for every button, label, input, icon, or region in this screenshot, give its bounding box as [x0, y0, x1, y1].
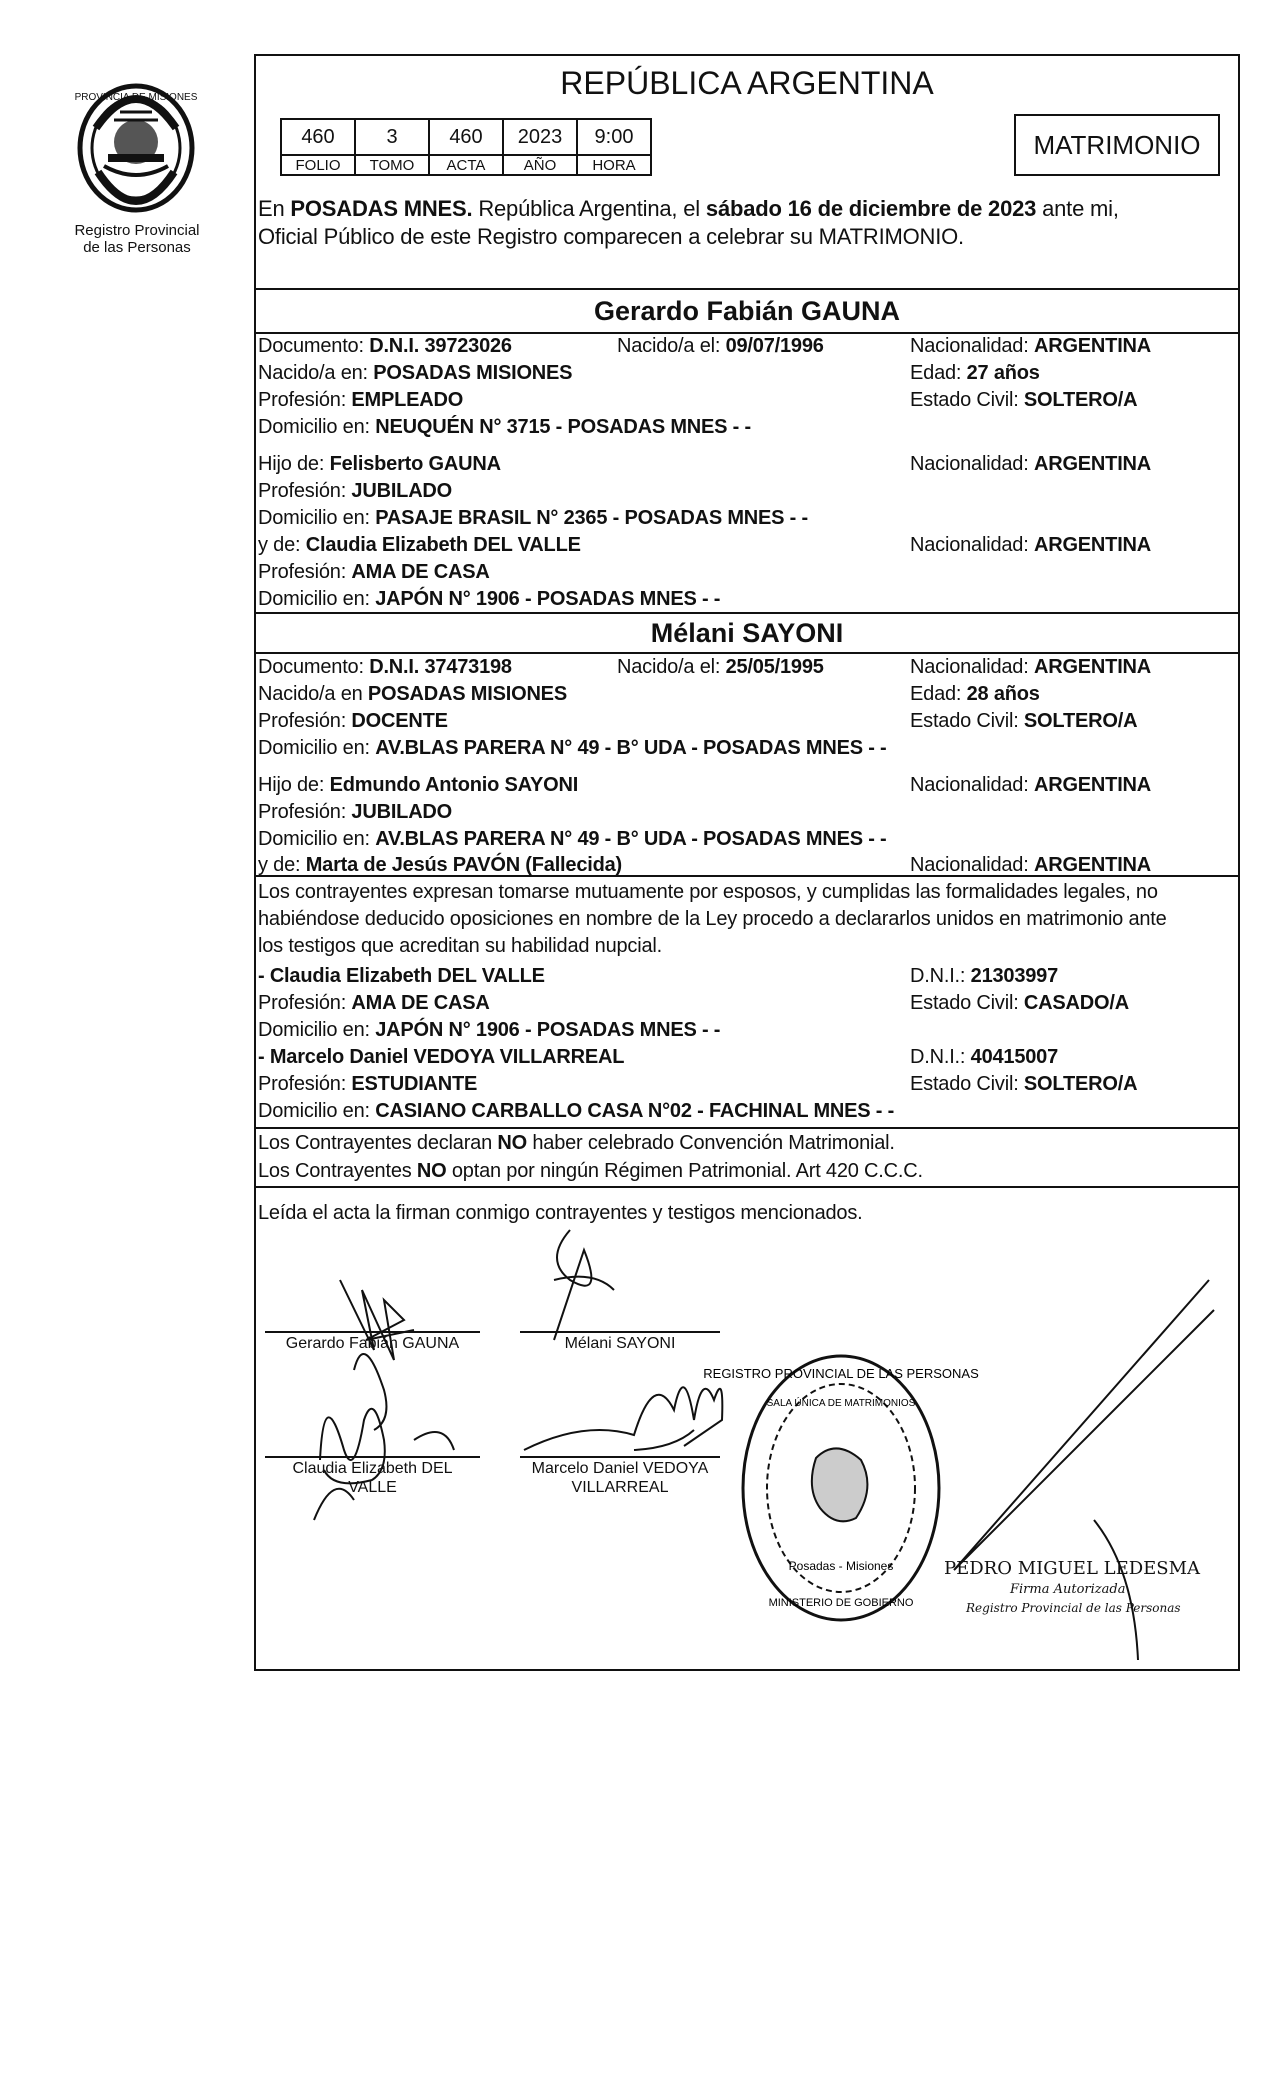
testigo2-profesion: Profesión: ESTUDIANTE [258, 1073, 478, 1095]
c1-padre-profesion: Profesión: JUBILADO [258, 480, 453, 502]
signature-line [265, 1331, 480, 1333]
c2-documento: Documento: D.N.I. 37473198 [258, 656, 512, 678]
logo-caption-line1: Registro Provincial [74, 222, 200, 239]
c2-estado-civil: Estado Civil: SOLTERO/A [910, 710, 1138, 732]
c1-padre-domicilio: Domicilio en: PASAJE BRASIL N° 2365 - POSADAS MNES - - [258, 507, 808, 529]
seal-outer-text: REGISTRO PROVINCIAL DE LAS PERSONAS [703, 1366, 979, 1381]
c1-padre-nacionalidad: Nacionalidad: ARGENTINA [910, 453, 1152, 475]
c1-estado-civil: Estado Civil: SOLTERO/A [910, 389, 1138, 411]
oficial-name: PEDRO MIGUEL LEDESMA [944, 1558, 1201, 1579]
coat-of-arms-icon [74, 80, 198, 216]
convencion-line2: Los Contrayentes NO optan por ningún Régimen Patrimonial. Art 420 C.C.C. [258, 1160, 923, 1182]
c1-nacionalidad: Nacionalidad: ARGENTINA [910, 335, 1152, 357]
testigo1-profesion: Profesión: AMA DE CASA [258, 992, 490, 1014]
c1-madre-domicilio: Domicilio en: JAPÓN N° 1906 - POSADAS MNES - - [258, 588, 721, 610]
c2-domicilio: Domicilio en: AV.BLAS PARERA N° 49 - B° UDA - POSADAS MNES - - [258, 737, 887, 759]
c1-nacido-en: Nacido/a en: POSADAS MISIONES [258, 362, 573, 384]
tomo-value: 3 [355, 119, 429, 155]
divider [254, 612, 1240, 614]
contrayente2-name: Mélani SAYONI [650, 618, 844, 648]
anio-caption: AÑO [503, 155, 577, 175]
c1-padre: Hijo de: Felisberto GAUNA [258, 453, 501, 475]
testigo1-dni: D.N.I.: 21303997 [910, 965, 1059, 987]
folio-value: 460 [281, 119, 355, 155]
contrayente1-name: Gerardo Fabián GAUNA [593, 296, 901, 326]
oficial-registro: Registro Provincial de las Personas [966, 1601, 1181, 1615]
testigo2-domicilio: Domicilio en: CASIANO CARBALLO CASA N°02 - FACHINAL MNES - - [258, 1100, 895, 1122]
testigo1-name: - Claudia Elizabeth DEL VALLE [258, 965, 545, 987]
c1-edad: Edad: 27 años [910, 362, 1040, 384]
signature-caption-sayoni: Mélani SAYONI [564, 1335, 676, 1352]
c2-nacido-en: Nacido/a en POSADAS MISIONES [258, 683, 567, 705]
c2-profesion: Profesión: DOCENTE [258, 710, 448, 732]
c2-madre: y de: Marta de Jesús PAVÓN (Fallecida) [258, 854, 623, 876]
c1-domicilio: Domicilio en: NEUQUÉN N° 3715 - POSADAS MNES - - [258, 416, 751, 438]
signature-line [520, 1456, 720, 1458]
signature-caption-gauna: Gerardo Fabián GAUNA [285, 1335, 460, 1352]
tomo-caption: TOMO [355, 155, 429, 175]
hora-value: 9:00 [577, 119, 651, 155]
act-type-box: MATRIMONIO [1014, 114, 1220, 176]
divider [254, 652, 1240, 654]
testigo2-estado: Estado Civil: SOLTERO/A [910, 1073, 1138, 1095]
testigo1-domicilio: Domicilio en: JAPÓN N° 1906 - POSADAS MNES - - [258, 1019, 721, 1041]
intro-line2: Oficial Público de este Registro comparecen a celebrar su MATRIMONIO. [258, 224, 964, 249]
hora-caption: HORA [577, 155, 651, 175]
c1-documento: Documento: D.N.I. 39723026 [258, 335, 512, 357]
c2-madre-nacionalidad: Nacionalidad: ARGENTINA [910, 854, 1152, 876]
declaracion-line1: Los contrayentes expresan tomarse mutuamente por esposos, y cumplidas las formalidades legales, no [258, 881, 1158, 903]
c1-profesion: Profesión: EMPLEADO [258, 389, 464, 411]
c1-nacido-el: Nacido/a el: 09/07/1996 [617, 335, 824, 357]
acta-value: 460 [429, 119, 503, 155]
logo-caption-line2: de las Personas [83, 239, 191, 256]
testigo2-dni: D.N.I.: 40415007 [910, 1046, 1059, 1068]
testigo1-estado: Estado Civil: CASADO/A [910, 992, 1129, 1014]
divider [254, 1186, 1240, 1188]
seal-base-text: MINISTERIO DE GOBIERNO [768, 1597, 914, 1609]
register-table [280, 118, 652, 176]
signature-caption-vedoya: Marcelo Daniel VEDOYA VILLARREAL [531, 1460, 709, 1496]
c2-padre-domicilio: Domicilio en: AV.BLAS PARERA N° 49 - B° UDA - POSADAS MNES - - [258, 828, 887, 850]
c2-padre-profesion: Profesión: JUBILADO [258, 801, 453, 823]
c1-madre-profesion: Profesión: AMA DE CASA [258, 561, 490, 583]
acta-caption: ACTA [429, 155, 503, 175]
declaracion-line3: los testigos que acreditan su habilidad nupcial. [258, 935, 663, 957]
seal-bottom-text: Posadas - Misiones [788, 1559, 894, 1573]
c2-nacido-el: Nacido/a el: 25/05/1995 [617, 656, 824, 678]
divider [254, 1127, 1240, 1129]
signature-line [265, 1456, 480, 1458]
c2-padre: Hijo de: Edmundo Antonio SAYONI [258, 774, 579, 796]
c2-edad: Edad: 28 años [910, 683, 1040, 705]
c2-padre-nacionalidad: Nacionalidad: ARGENTINA [910, 774, 1152, 796]
seal-icon [703, 1348, 979, 1628]
c2-nacionalidad: Nacionalidad: ARGENTINA [910, 656, 1152, 678]
anio-value: 2023 [503, 119, 577, 155]
testigo2-name: - Marcelo Daniel VEDOYA VILLARREAL [258, 1046, 625, 1068]
intro-line1: En POSADAS MNES. República Argentina, el sábado 16 de diciembre de 2023 ante mi, [258, 196, 1119, 221]
country-title: REPÚBLICA ARGENTINA [560, 65, 934, 101]
c1-madre: y de: Claudia Elizabeth DEL VALLE [258, 534, 581, 556]
seal-inner-text: SALA ÚNICA DE MATRIMONIOS [766, 1398, 916, 1409]
logo-ring-text: PROVINCIA DE MISIONES [74, 92, 198, 103]
folio-caption: FOLIO [281, 155, 355, 175]
oficial-firma: Firma Autorizada [1010, 1582, 1126, 1597]
signature-line [520, 1331, 720, 1333]
convencion-line1: Los Contrayentes declaran NO haber celebrado Convención Matrimonial. [258, 1132, 895, 1154]
divider [254, 288, 1240, 290]
c1-madre-nacionalidad: Nacionalidad: ARGENTINA [910, 534, 1152, 556]
signature-caption-del-valle: Claudia Elizabeth DEL VALLE [292, 1460, 453, 1496]
firmas-intro: Leída el acta la firman conmigo contrayentes y testigos mencionados. [258, 1202, 863, 1224]
declaracion-line2: habiéndose deducido oposiciones en nombre de la Ley procedo a declararlos unidos en matrimonio ante [258, 908, 1167, 930]
